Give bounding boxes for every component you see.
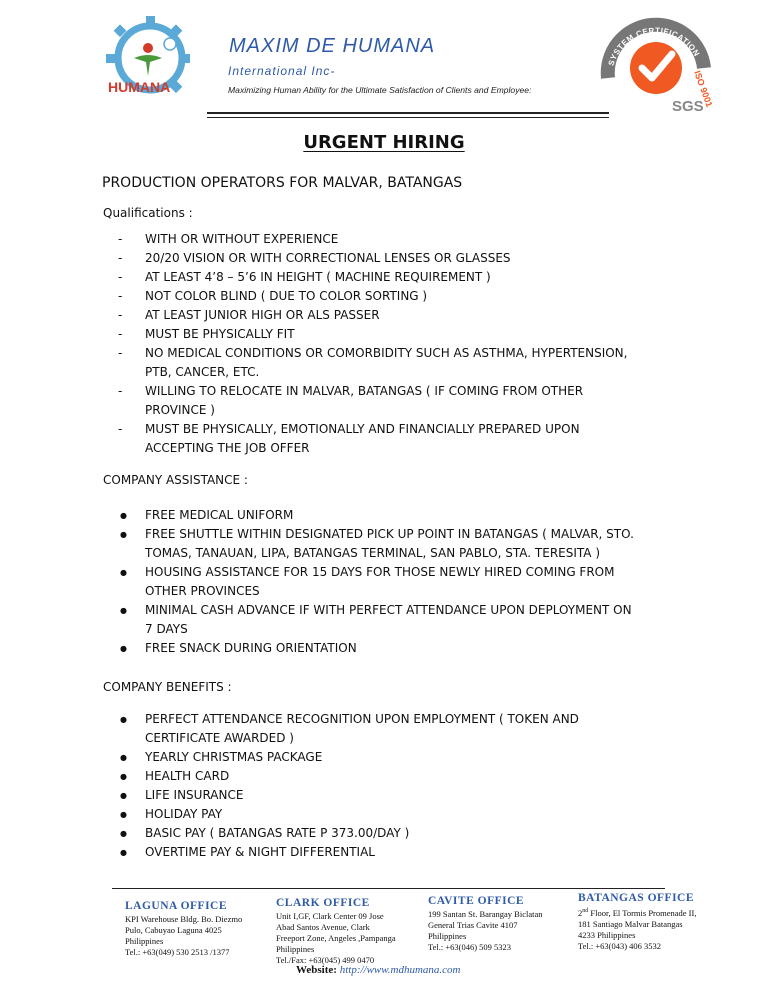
list-item: ● HOLIDAY PAY [118, 805, 638, 824]
office-name: LAGUNA OFFICE [125, 900, 228, 912]
office-address-line [578, 906, 696, 919]
office-address-line: General Trias Cavite 4107 [428, 920, 518, 930]
website-link[interactable]: http://www.mdhumana.com [339, 964, 461, 976]
list-item: ● OVERTIME PAY & NIGHT DIFFERENTIAL [118, 843, 638, 862]
benefits-label: COMPANY BENEFITS : [103, 680, 232, 694]
list-item: - WITH OR WITHOUT EXPERIENCE [118, 230, 638, 249]
cert-arc-text: SYSTEM CERTIFICATION [606, 26, 702, 67]
list-item: ● YEARLY CHRISTMAS PACKAGE [118, 748, 638, 767]
list-item: - AT LEAST 4’8 – 5’6 IN HEIGHT ( MACHINE REQUIREMENT ) [118, 268, 638, 287]
office-address-line: Abad Santos Avenue, Clark [276, 922, 370, 932]
list-item: ● FREE SNACK DURING ORIENTATION [118, 639, 638, 658]
assistance-label: COMPANY ASSISTANCE : [103, 473, 248, 487]
logo-text: HUMANA [108, 79, 171, 95]
batangas-office [578, 893, 696, 952]
office-phone: Tel.: +63(049) 530 2513 /1377 [125, 947, 230, 957]
floor-suffix: nd [582, 908, 589, 914]
office-address-line: 181 Santiago Malvar Batangas [578, 918, 683, 929]
list-item: - NOT COLOR BLIND ( DUE TO COLOR SORTING ) [118, 287, 638, 306]
list-item: ● FREE SHUTTLE WITHIN DESIGNATED PICK UP POINT IN BATANGAS ( MALVAR, STO. TOMAS, TANAUAN, LIPA, BATANGAS TERMINAL, SAN PABLO, STA. TERESITA ) [118, 525, 638, 563]
job-position: PRODUCTION OPERATORS FOR MALVAR, BATANGAS [102, 175, 463, 191]
footer-rule [112, 888, 665, 889]
company-name: MAXIM DE HUMANA [229, 35, 436, 57]
list-item: ● LIFE INSURANCE [118, 786, 638, 805]
website-label: Website: [296, 964, 337, 976]
list-item: ● HOUSING ASSISTANCE FOR 15 DAYS FOR THOSE NEWLY HIRED COMING FROM OTHER PROVINCES [118, 563, 638, 601]
cert-iso: ISO 9001 [692, 69, 715, 109]
list-item: - MUST BE PHYSICALLY, EMOTIONALLY AND FINANCIALLY PREPARED UPON ACCEPTING THE JOB OFFER [118, 420, 638, 458]
company-tagline: Maximizing Human Ability for the Ultimate Satisfaction of Clients and Employee: [228, 85, 532, 95]
header-rule-top [207, 112, 609, 114]
office-address-line: Philippines [125, 936, 164, 946]
list-item: ● PERFECT ATTENDANCE RECOGNITION UPON EMPLOYMENT ( TOKEN AND CERTIFICATE AWARDED ) [118, 710, 638, 748]
humana-logo [104, 14, 190, 106]
office-address-line: Freeport Zone, Angeles ,Pampanga [276, 933, 396, 943]
cavite-office [428, 896, 543, 953]
qualifications-list [118, 230, 638, 458]
list-item: - 20/20 VISION OR WITH CORRECTIONAL LENSES OR GLASSES [118, 249, 638, 268]
website-line [296, 964, 461, 976]
list-item: - NO MEDICAL CONDITIONS OR COMORBIDITY SUCH AS ASTHMA, HYPERTENSION, PTB, CANCER, ETC. [118, 344, 638, 382]
cert-sgs: SGS [672, 98, 704, 114]
person-icon [134, 43, 162, 76]
list-item: ● MINIMAL CASH ADVANCE IF WITH PERFECT ATTENDANCE UPON DEPLOYMENT ON 7 DAYS [118, 601, 638, 639]
list-item: ● FREE MEDICAL UNIFORM [118, 506, 638, 525]
office-address-line: Philippines [276, 944, 315, 954]
benefits-list [118, 710, 638, 862]
office-address-line: 199 Santan St. Barangay Biclatan [428, 909, 543, 919]
company-subtitle: International Inc- [228, 64, 336, 78]
list-item: ● HEALTH CARD [118, 767, 638, 786]
list-item: ● BASIC PAY ( BATANGAS RATE P 373.00/DAY ) [118, 824, 638, 843]
office-phone: Tel.: +63(046) 509 5323 [428, 942, 512, 952]
office-address-line: Unit I,GF, Clark Center 09 Jose [276, 911, 384, 921]
laguna-office [125, 901, 242, 958]
office-phone: Tel./Fax: +63(045) 499 0470 [276, 955, 375, 965]
office-name: CLARK OFFICE [276, 897, 370, 909]
header-rule-bottom [207, 117, 609, 118]
office-address-rest: Floor, El Tormis Promenade II, [588, 907, 697, 918]
office-address-line: Pulo, Cabuyao Laguna 4025 [125, 925, 222, 935]
office-phone: Tel.: +63(043) 406 3532 [578, 940, 662, 951]
floor-number: 2 [578, 907, 583, 918]
office-name: CAVITE OFFICE [428, 895, 525, 907]
sgs-certification-seal [594, 14, 718, 114]
list-item: - AT LEAST JUNIOR HIGH OR ALS PASSER [118, 306, 638, 325]
list-item: - MUST BE PHYSICALLY FIT [118, 325, 638, 344]
office-name: BATANGAS OFFICE [578, 892, 695, 904]
office-address-line: 4233 Philippines [578, 929, 636, 940]
page-title: URGENT HIRING [303, 132, 465, 153]
office-address-line: Philippines [428, 931, 467, 941]
office-address-line: KPI Warehouse Bldg. Bo. Diezmo [125, 914, 243, 924]
list-item: - WILLING TO RELOCATE IN MALVAR, BATANGAS ( IF COMING FROM OTHER PROVINCE ) [118, 382, 638, 420]
clark-office [276, 898, 396, 966]
qualifications-label: Qualifications : [103, 206, 193, 220]
assistance-list [118, 506, 638, 658]
